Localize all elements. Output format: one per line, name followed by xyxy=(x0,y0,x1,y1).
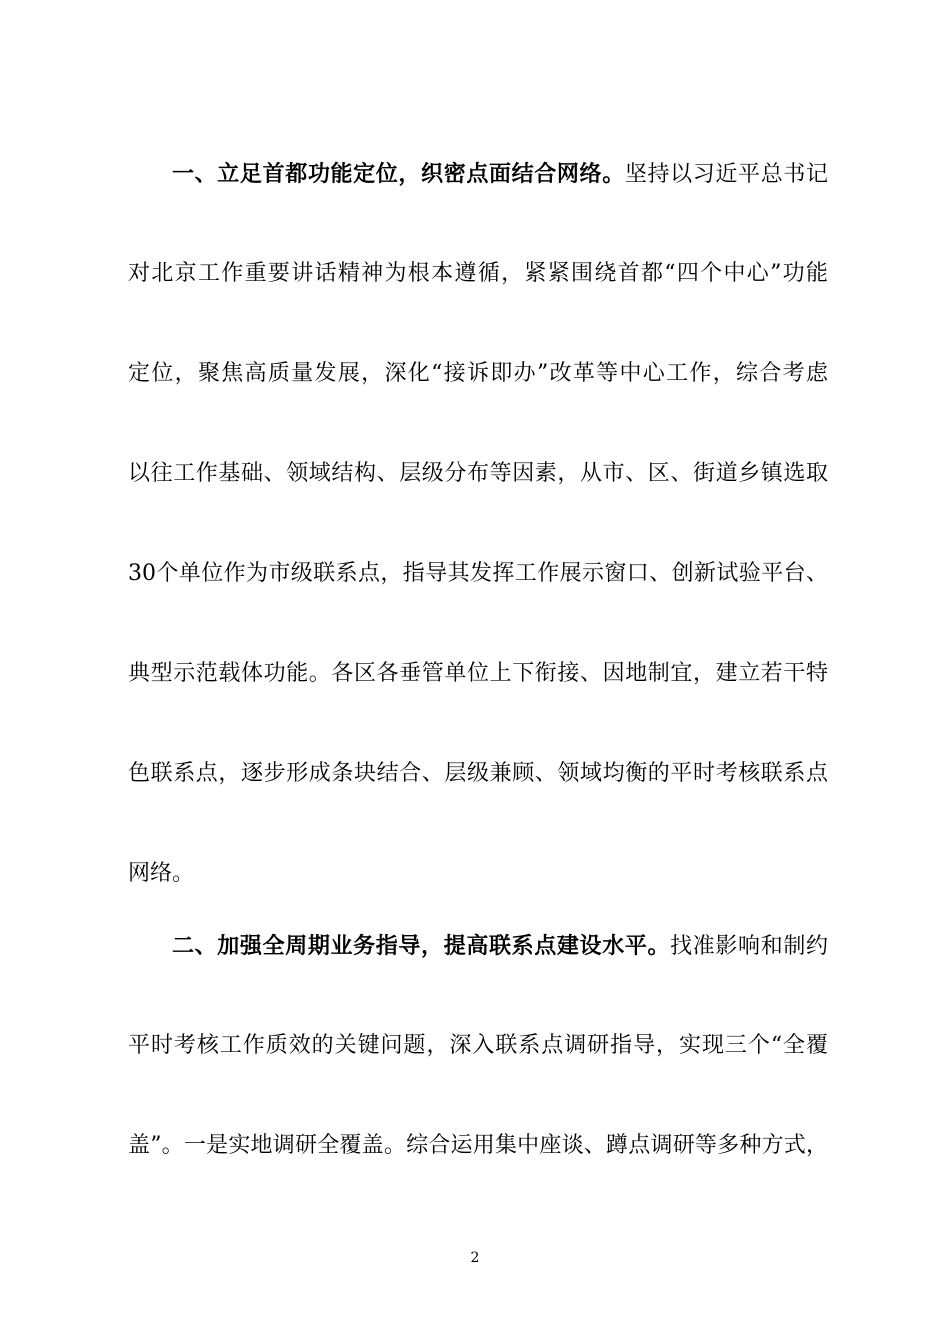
paragraph-1-line-1 xyxy=(172,160,828,189)
paragraph-1-heading: 一、立足首都功能定位，织密点面结合网络。 xyxy=(172,161,625,187)
paragraph-1-line-7: 色联系点，逐步形成条块结合、层级兼顾、领域均衡的平时考核联系点 xyxy=(128,761,828,786)
paragraph-2-line-3: 盖”。一是实地调研全覆盖。综合运用集中座谈、蹲点调研等多种方式， xyxy=(128,1133,828,1158)
paragraph-1-line-4: 以往工作基础、领域结构、层级分布等因素，从市、区、街道乡镇选取 xyxy=(128,461,828,486)
paragraph-1-line-1-text: 坚持以习近平总书记 xyxy=(624,162,828,187)
paragraph-2-heading: 二、加强全周期业务指导，提高联系点建设水平。 xyxy=(172,933,671,959)
paragraph-2-line-1 xyxy=(172,932,828,961)
page-number: 2 xyxy=(470,1250,480,1266)
paragraph-2-line-2: 平时考核工作质效的关键问题，深入联系点调研指导，实现三个“全覆 xyxy=(128,1033,828,1058)
paragraph-1-line-3: 定位，聚焦高质量发展，深化“接诉即办”改革等中心工作，综合考虑 xyxy=(128,361,828,386)
paragraph-1-line-8: 网络。 xyxy=(128,861,195,886)
paragraph-1-line-2: 对北京工作重要讲话精神为根本遵循，紧紧围绕首都“四个中心”功能 xyxy=(128,261,828,286)
paragraph-2-line-1-text: 找准影响和制约 xyxy=(670,934,828,959)
paragraph-1-line-6: 典型示范载体功能。各区各垂管单位上下衔接、因地制宜，建立若干特 xyxy=(128,661,828,686)
paragraph-1-line-5: 30个单位作为市级联系点，指导其发挥工作展示窗口、创新试验平台、 xyxy=(128,561,828,586)
